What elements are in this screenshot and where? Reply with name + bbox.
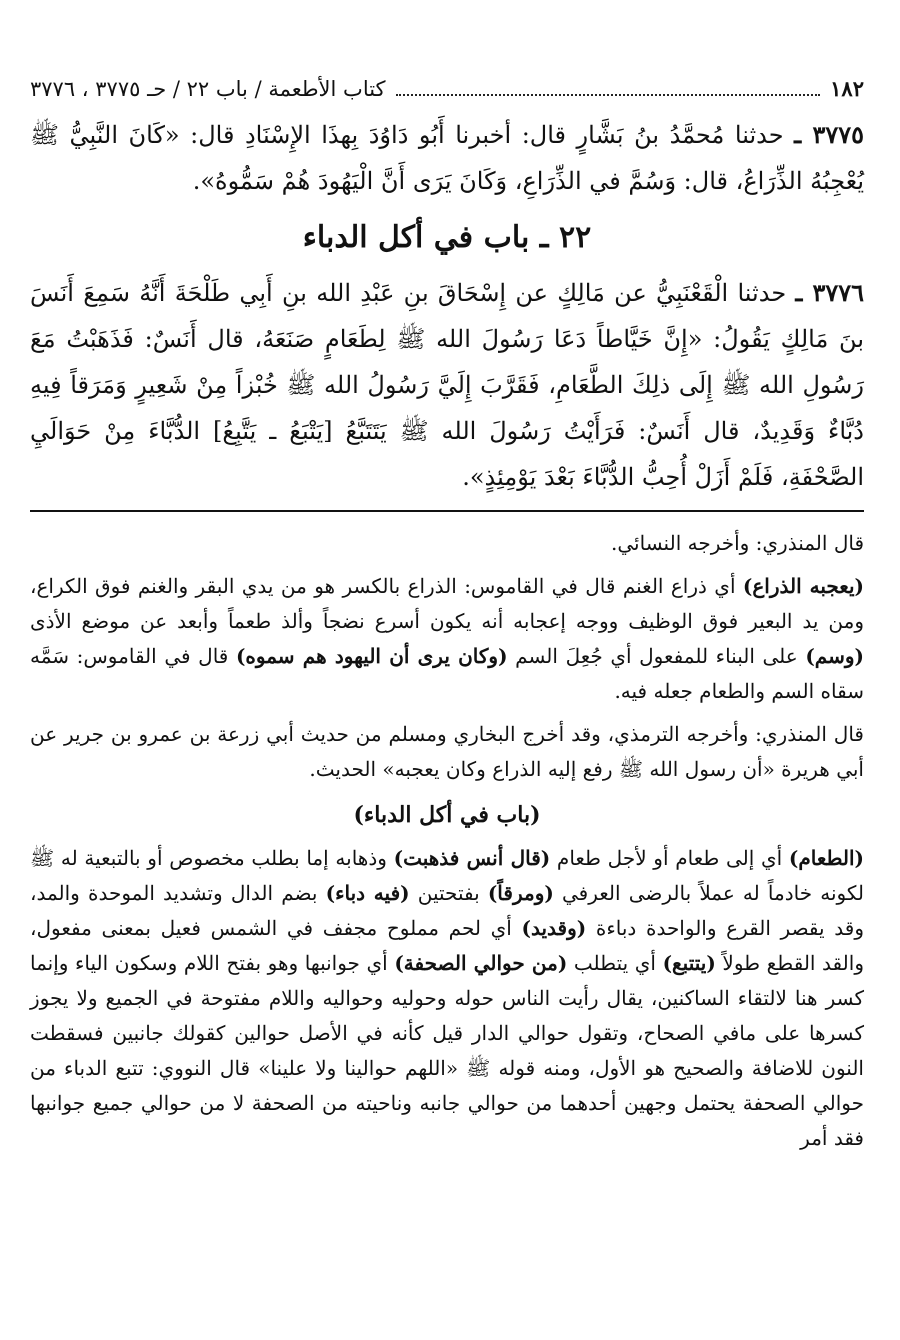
hadith-text: حدثنا مُحمَّدُ بنُ بَشَّارٍ قال: أخبرنا أَبُو دَاوُدَ بِهذَا الإِسْنَادِ قال: «كَانَ النَّبِيُّ ﷺ يُعْجِبُهُ الذِّرَاعُ، قال: وَسُمَّ في الذِّرَاعِ، وَكَانَ يَرَى أَنَّ الْيَهُودَ هُمْ سَمُّوهُ». — [30, 121, 864, 195]
commentary-text: على البناء للمفعول أي جُعِلَ السم — [507, 644, 806, 668]
page-header — [30, 72, 864, 108]
bold-term: (وكان يرى أن اليهود هم سموه) — [235, 644, 508, 668]
commentary-text: أي جوانبها وهو بفتح اللام وسكون الياء وإنما كسر هنا لالتقاء الساكنين، يقال رأيت الناس حوله وحوليه وحواليه واللام مفتوحة في الجميع ولا يجوز كسرها على مافي الصحاح، وتقول حوالي الدار قيل كأنه في الأصل حوالين كقولك جانبين فسقطت النون للاضافة والصحيح هو الأول، ومنه قوله ﷺ «اللهم حوالينا ولا علينا» قال النووي: تتبع الدباء من حوالي الصحفة يحتمل وجهين أحدهما من حوالي جانبه وناحيته من الصحفة لا من حوالي جميع جوانبها فقد أمر — [30, 951, 865, 1150]
bold-term: (يعجبه الذراع) — [742, 574, 864, 598]
hadith-number: ٣٧٧٦ ـ — [795, 278, 865, 307]
bold-term: (الطعام) — [788, 846, 864, 870]
chapter-heading: ٢٢ ـ باب في أكل الدباء — [302, 220, 592, 255]
commentary-paragraph: قال المنذري: وأخرجه النسائي. — [611, 531, 864, 555]
hadith-3776 — [30, 270, 864, 500]
running-title: كتاب الأطعمة / باب ٢٢ / حـ ٣٧٧٥ ، ٣٧٧٦ — [30, 77, 386, 101]
hadith-text: حدثنا الْقَعْنَبِيُّ عن مَالِكٍ عن إِسْحَاقَ بنِ عَبْدِ الله بنِ أَبِي طَلْحَةَ أَنَّهُ سَمِعَ أَنَسَ بنَ مَالِكٍ يَقُولُ: «إِنَّ خَيَّاطاً دَعَا رَسُولَ الله ﷺ لِطَعَامٍ صَنَعَهُ، قال أَنَسٌ: فَذَهَبْتُ مَعَ رَسُولِ الله ﷺ إِلَى ذلِكَ الطَّعَامِ، فَقَرَّبَ إِلَيَّ رَسُولُ الله ﷺ خُبْزاً مِنْ شَعِيرٍ وَمَرَقاً فِيهِ دُبَّاءٌ وَقَدِيدٌ، قال أَنَسٌ: فَرَأَيْتُ رَسُولَ الله ﷺ يَتَتَبَّعُ [يَتْبَعُ ـ يَتَّبِعُ] الدُّبَّاءَ مِنْ حَوَالَيِ الصَّحْفَةِ، فَلَمْ أَزَلْ أُحِبُّ الدُّبَّاءَ بَعْدَ يَوْمِئِذٍ». — [30, 279, 864, 491]
commentary-text: قال في القاموس: سَمَّه سقاه السم والطعام جعله فيه. — [30, 644, 864, 703]
commentary-text: أي ذراع الغنم قال في القاموس: الذراع بالكسر هو من يدي البقر والغنم فوق الكراع، ومن يد البعير فوق الوظيف ووجه إعجابه أنه يكون أسرع نضجاً وألذ طعماً وأبعد عن موضع الأذى — [30, 574, 864, 633]
commentary-text: وذهابه إما بطلب مخصوص أو بالتبعية له ﷺ لكونه خادماً له عملاً بالرضى العرفي — [30, 846, 864, 905]
commentary-text: أي إلى طعام أو لأجل طعام — [550, 846, 789, 870]
bold-term: (يتتبع) — [662, 951, 716, 975]
bold-term: (وسم) — [805, 644, 864, 668]
page-number: ١٨٢ — [830, 76, 864, 101]
commentary-text: بضم الدال وتشديد الموحدة والمد، وقد يقصر القرع والواحدة دباءة — [30, 881, 864, 940]
commentary-paragraph — [30, 569, 864, 709]
commentary-paragraph: قال المنذري: وأخرجه الترمذي، وقد أخرج البخاري ومسلم من حديث أبي زرعة بن عمرو بن جرير عن أبي هريرة «أن رسول الله ﷺ رفع إليه الذراع وكان يعجبه» الحديث. — [30, 722, 864, 781]
hadith-3775 — [30, 112, 864, 204]
commentary-text: بفتحتين — [409, 881, 488, 905]
footnote-separator — [30, 510, 864, 512]
header-leader-dots — [396, 93, 821, 96]
bold-term: (قال أنس فذهبت) — [393, 846, 551, 870]
bold-term: (من حوالي الصحفة) — [394, 951, 568, 975]
commentary-paragraph — [30, 841, 864, 1156]
bold-term: (ومرقاً) — [487, 881, 554, 905]
hadith-number: ٣٧٧٥ ـ — [794, 120, 864, 149]
commentary-text: أي لحم مملوح مجفف في الشمس فعيل بمعنى مفعول، والقد القطع طولاً — [30, 916, 864, 975]
commentary-sub-heading: (باب في أكل الدباء) — [353, 802, 541, 828]
bold-term: (فيه دباء) — [325, 881, 410, 905]
bold-term: (وقديد) — [521, 916, 587, 940]
commentary-text: أي يتطلب — [567, 951, 663, 975]
